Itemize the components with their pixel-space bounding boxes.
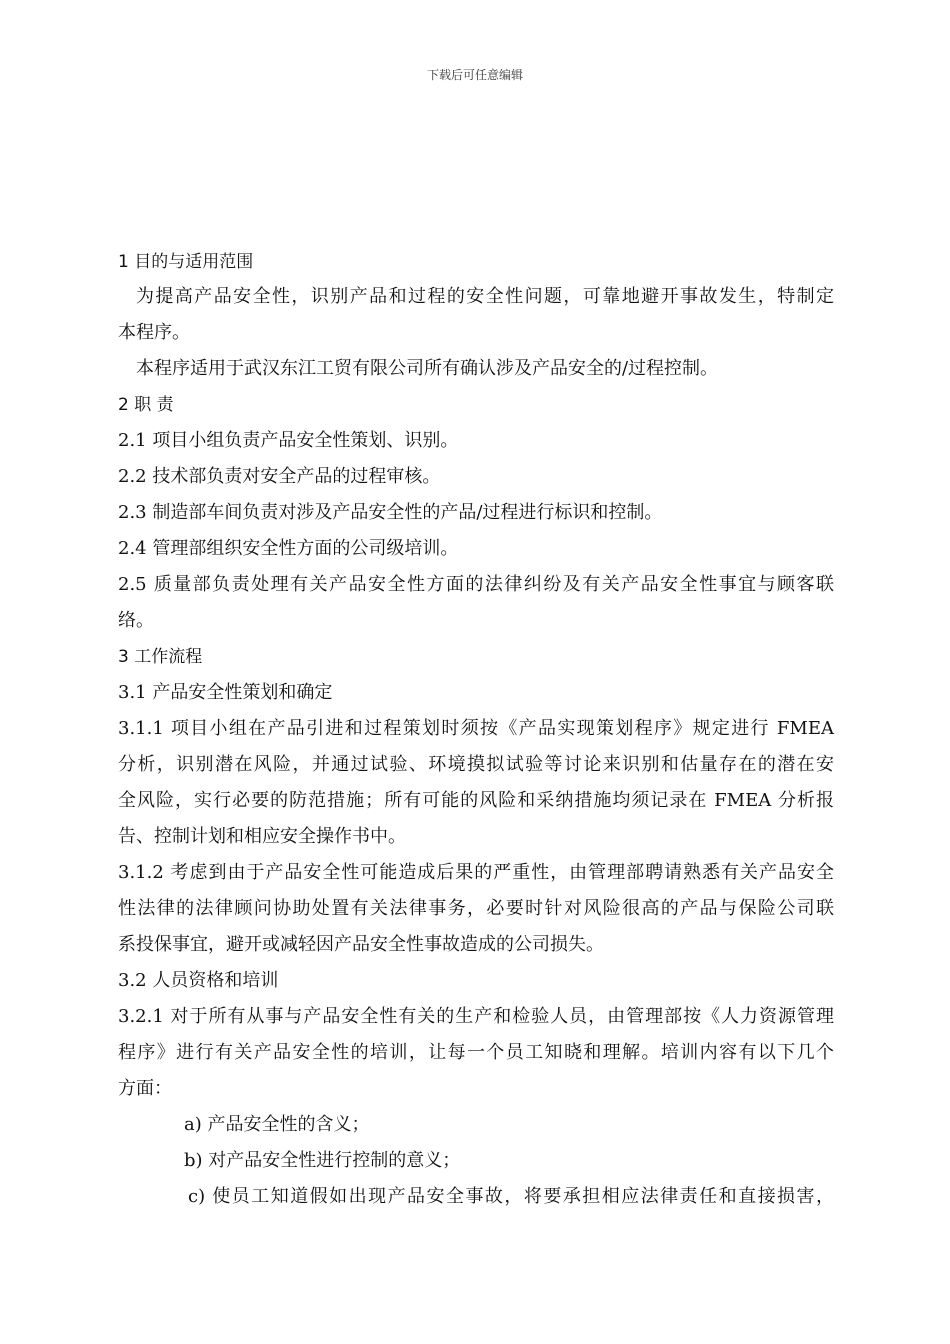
paragraph-line: 全风险，实行必要的防范措施；所有可能的风险和采纳措施均须记录在 FMEA 分析报: [118, 790, 834, 811]
subsection-heading: 3.1 产品安全性策划和确定: [118, 682, 333, 703]
paragraph-line: 3.1.2 考虑到由于产品安全性可能造成后果的严重性，由管理部聘请熟悉有关产品安全: [118, 862, 834, 883]
section-1-heading: 1 目的与适用范围: [118, 252, 254, 272]
paragraph-line: 性法律的法律顾问协助处置有关法律事务，必要时针对风险很高的产品与保险公司联: [118, 898, 834, 919]
paragraph-line: 系投保事宜，避开或减轻因产品安全性事故造成的公司损失。: [118, 934, 604, 955]
list-item: 2.5 质量部负责处理有关产品安全性方面的法律纠纷及有关产品安全性事宜与顾客联: [118, 574, 834, 595]
list-item-b: b) 对产品安全性进行控制的意义；: [184, 1150, 461, 1171]
paragraph-line: 本程序。: [118, 322, 190, 343]
paragraph-line: 告、控制计划和相应安全操作书中。: [118, 826, 406, 847]
list-item: 2.2 技术部负责对安全产品的过程审核。: [118, 466, 441, 487]
list-item: 2.1 项目小组负责产品安全性策划、识别。: [118, 430, 459, 451]
section-2-heading: 2 职 责: [118, 395, 174, 415]
paragraph-line: 本程序适用于武汉东江工贸有限公司所有确认涉及产品安全的/过程控制。: [136, 358, 719, 379]
list-item: 2.4 管理部组织安全性方面的公司级培训。: [118, 538, 459, 559]
subsection-heading: 3.2 人员资格和培训: [118, 970, 279, 991]
document-body: [118, 246, 834, 1215]
paragraph-line: 络。: [118, 610, 154, 631]
paragraph-line: 分析，识别潜在风险，并通过试验、环境摸拟试验等讨论来识别和估量存在的潜在安: [118, 754, 834, 775]
paragraph-line: 方面：: [118, 1078, 172, 1099]
paragraph-line: 程序》进行有关产品安全性的培训，让每一个员工知晓和理解。培训内容有以下几个: [118, 1042, 834, 1063]
list-item-c: c) 使员工知道假如出现产品安全事故，将要承担相应法律责任和直接损害，: [188, 1186, 834, 1207]
header-note: 下载后可任意编辑: [426, 68, 523, 82]
list-item: 2.3 制造部车间负责对涉及产品安全性的产品/过程进行标识和控制。: [118, 502, 663, 523]
paragraph-line: 3.2.1 对于所有从事与产品安全性有关的生产和检验人员，由管理部按《人力资源管理: [118, 1006, 834, 1027]
list-item-a: a) 产品安全性的含义；: [184, 1114, 370, 1135]
paragraph-line: 3.1.1 项目小组在产品引进和过程策划时须按《产品实现策划程序》规定进行 FMEA: [118, 718, 834, 739]
paragraph-line: 为提高产品安全性，识别产品和过程的安全性问题，可靠地避开事故发生，特制定: [136, 286, 834, 307]
section-3-heading: 3 工作流程: [118, 647, 203, 667]
